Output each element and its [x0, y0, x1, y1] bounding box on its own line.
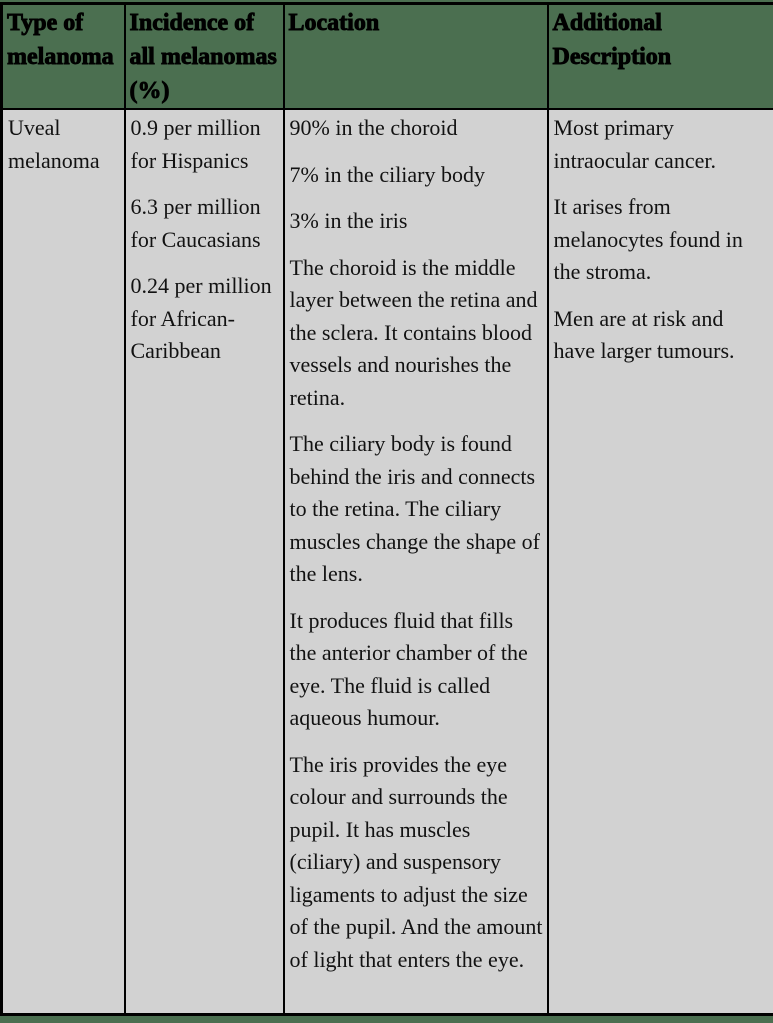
- paragraph: The iris provides the eye colour and surrounds the pupil. It has muscles (ciliary) and suspensory ligaments to adjust the size of the pupil. And the amount of light that enters the eye.: [289, 751, 543, 972]
- paragraph: Men are at risk and have larger tumours.: [553, 305, 735, 363]
- cell-location: [284, 109, 548, 1015]
- paragraph: Most primary intraocular cancer.: [553, 115, 716, 173]
- melanoma-table: [0, 2, 773, 1016]
- paragraph: 0.9 per million for Hispanics: [130, 115, 261, 173]
- cell-incidence: [125, 109, 284, 1015]
- table-header-row: [2, 4, 773, 110]
- melanoma-type-text: Uveal melanoma: [8, 115, 100, 173]
- paragraph: The choroid is the middle layer between the retina and the sclera. It contains blood vessels and nourishes the retina.: [289, 254, 538, 410]
- header-incidence: Incidence of all melanomas (%): [125, 4, 284, 110]
- header-additional-description: Additional Description: [548, 4, 773, 110]
- paragraph: It produces fluid that fills the anterior chamber of the eye. The fluid is called aqueous humour.: [289, 607, 528, 730]
- paragraph: It arises from melanocytes found in the stroma.: [553, 194, 743, 284]
- paragraph: 6.3 per million for Caucasians: [130, 194, 261, 252]
- paragraph: 7% in the ciliary body: [289, 161, 486, 187]
- paragraph: 0.24 per million for African-Caribbean: [130, 273, 272, 363]
- paragraph: 90% in the choroid: [289, 115, 458, 140]
- header-type-of-melanoma: Type of melanoma: [2, 4, 125, 110]
- paragraph: The ciliary body is found behind the iris and connects to the retina. The ciliary muscles change the shape of the lens.: [289, 431, 540, 586]
- cell-melanoma-type: [2, 109, 125, 1015]
- header-location: Location: [284, 4, 548, 110]
- paragraph: 3% in the iris: [289, 208, 408, 233]
- cell-additional-description: [548, 109, 773, 1015]
- table-row: [2, 109, 773, 1015]
